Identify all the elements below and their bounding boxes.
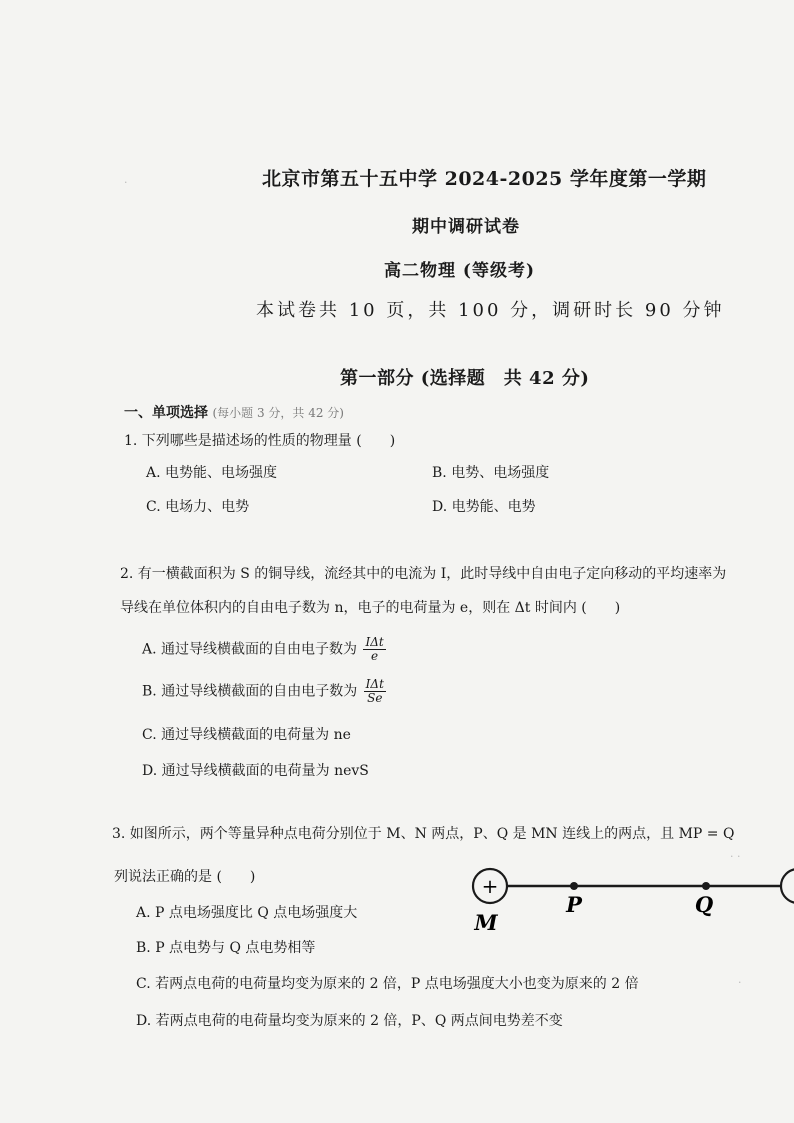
- section-heading: [124, 402, 344, 422]
- q2-option-c: C. 通过导线横截面的电荷量为 ne: [142, 727, 351, 743]
- q2-option-a: [142, 636, 386, 663]
- q3-figure: [460, 866, 794, 938]
- q2-option-a-text: A. 通过导线横截面的自由电子数为: [142, 641, 358, 658]
- scan-speck: ·: [124, 176, 128, 189]
- q3-option-a: A. P 点电场强度比 Q 点电场强度大: [136, 905, 358, 921]
- exam-info: 本试卷共 10 页，共 100 分，调研时长 90 分钟: [256, 300, 725, 321]
- q2-stem-line2: 导线在单位体积内的自由电子数为 n，电子的电荷量为 e，则在 Δt 时间内 ( ): [120, 600, 621, 616]
- q2-option-b: [142, 678, 386, 705]
- charge-m-plus-sign: +: [481, 874, 499, 898]
- exam-title: 北京市第五十五中学 2024-2025 学年度第一学期: [262, 168, 707, 190]
- q2-stem-line1: 2. 有一横截面积为 S 的铜导线，流经其中的电流为 I，此时导线中自由电子定向移动的平均速率为: [120, 566, 727, 582]
- q1-option-b: B. 电势、电场强度: [432, 465, 550, 481]
- point-p-dot: [570, 882, 578, 890]
- course-title: 高二物理 (等级考): [384, 261, 536, 281]
- q3-option-b: B. P 点电势与 Q 点电势相等: [136, 940, 316, 956]
- q2-option-a-numerator: IΔt: [365, 635, 384, 649]
- q2-option-b-text: B. 通过导线横截面的自由电子数为: [142, 683, 358, 700]
- point-q-dot: [702, 882, 710, 890]
- label-m: M: [474, 910, 498, 935]
- q3-stem-line2: 列说法正确的是 ( ): [114, 869, 256, 885]
- q2-option-b-fraction: [364, 678, 386, 705]
- section-label: 一、单项选择: [124, 405, 208, 421]
- label-p: P: [566, 892, 582, 917]
- q2-option-d: D. 通过导线横截面的电荷量为 nevS: [142, 763, 369, 779]
- scan-speck: ·: [738, 976, 742, 989]
- q1-option-d: D. 电势能、电势: [432, 499, 536, 515]
- q1-option-a: A. 电势能、电场强度: [146, 465, 278, 481]
- section-note: (每小题 3 分，共 42 分): [212, 406, 344, 420]
- q2-option-b-denominator: Se: [367, 691, 383, 705]
- q1-stem: 1. 下列哪些是描述场的性质的物理量 ( ): [124, 433, 396, 449]
- q3-option-d: D. 若两点电荷的电荷量均变为原来的 2 倍，P、Q 两点间电势差不变: [136, 1013, 563, 1029]
- q2-option-a-denominator: e: [371, 649, 379, 663]
- scan-speck: · ·: [730, 850, 741, 863]
- charge-n-circle: [781, 869, 794, 903]
- q1-option-c: C. 电场力、电势: [146, 499, 250, 515]
- label-q: Q: [694, 892, 714, 917]
- part1-title: 第一部分 (选择题 共 42 分): [340, 368, 590, 389]
- q2-option-a-fraction: [363, 636, 385, 663]
- q3-stem-line1: 3. 如图所示，两个等量异种点电荷分别位于 M、N 两点，P、Q 是 MN 连线上的两点，且 MP = Q: [112, 826, 735, 842]
- q3-option-c: C. 若两点电荷的电荷量均变为原来的 2 倍，P 点电场强度大小也变为原来的 2 倍: [136, 976, 639, 992]
- q2-option-b-numerator: IΔt: [365, 677, 384, 691]
- exam-subtitle: 期中调研试卷: [412, 217, 520, 237]
